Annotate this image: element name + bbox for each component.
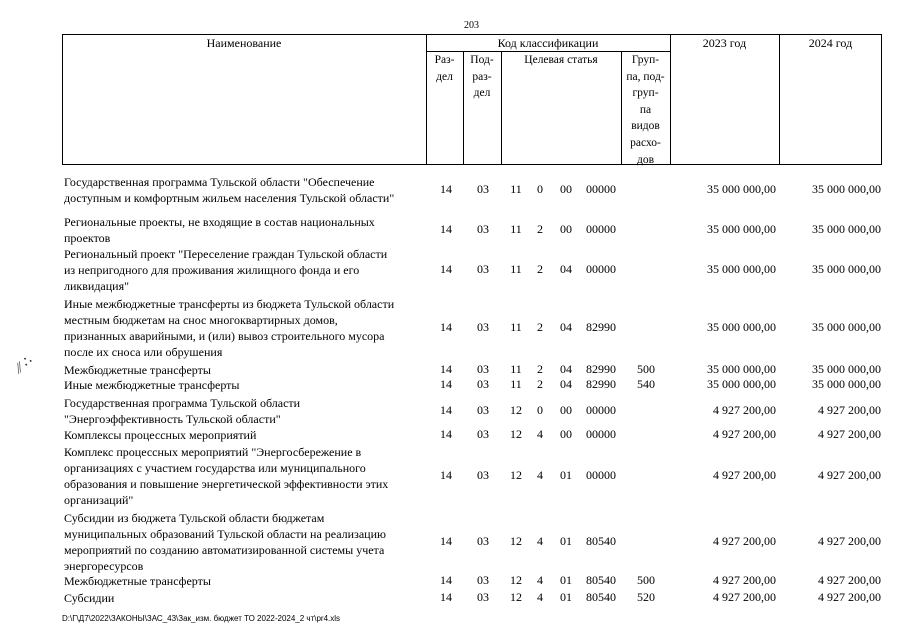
cell-target-subprogram: 4 bbox=[537, 468, 543, 482]
cell-amount-2023: 35 000 000,00 bbox=[707, 182, 776, 196]
row-name bbox=[64, 214, 424, 246]
row-name bbox=[64, 395, 424, 427]
row-name-line: организаций" bbox=[64, 493, 134, 507]
row-name-line: признанных аварийными, и (или) вывоз строительного мусора bbox=[64, 329, 385, 343]
row-name-line: Межбюджетные трансферты bbox=[64, 363, 211, 377]
row-name bbox=[64, 296, 424, 360]
cell-target-event: 00 bbox=[560, 427, 572, 441]
cell-amount-2024: 4 927 200,00 bbox=[818, 403, 881, 417]
cell-podrazdel: 03 bbox=[477, 182, 489, 196]
cell-target-program: 12 bbox=[510, 573, 522, 587]
margin-scribble-mark: ∕∕ ∴ bbox=[13, 353, 36, 376]
cell-target-event: 04 bbox=[560, 262, 572, 276]
cell-razdel: 14 bbox=[440, 468, 452, 482]
cell-amount-2023: 4 927 200,00 bbox=[713, 468, 776, 482]
footer-file-path: D:\Г\Д7\2022\ЗАКОНЫ\ЗАС_43\Зак_изм. бюджет ТО 2022-2024_2 чт\pr4.xls bbox=[62, 614, 341, 623]
cell-target-event: 00 bbox=[560, 182, 572, 196]
cell-expense-group: 500 bbox=[637, 573, 655, 587]
cell-target-event: 04 bbox=[560, 377, 572, 391]
cell-target-program: 11 bbox=[510, 362, 522, 376]
cell-amount-2023: 35 000 000,00 bbox=[707, 362, 776, 376]
cell-target-program: 12 bbox=[510, 534, 522, 548]
row-name bbox=[64, 174, 424, 206]
cell-target-program: 12 bbox=[510, 590, 522, 604]
cell-amount-2023: 35 000 000,00 bbox=[707, 377, 776, 391]
page-number: 203 bbox=[464, 20, 479, 31]
cell-target-subprogram: 2 bbox=[537, 362, 543, 376]
cell-target-direction: 00000 bbox=[586, 182, 616, 196]
cell-target-subprogram: 4 bbox=[537, 534, 543, 548]
cell-amount-2024: 4 927 200,00 bbox=[818, 534, 881, 548]
row-name-line: Региональный проект "Переселение граждан Тульской области bbox=[64, 247, 388, 261]
cell-amount-2024: 35 000 000,00 bbox=[812, 222, 881, 236]
cell-target-subprogram: 4 bbox=[537, 573, 543, 587]
cell-amount-2023: 4 927 200,00 bbox=[713, 590, 776, 604]
header-target-item: Целевая статья bbox=[524, 54, 598, 66]
cell-target-direction: 80540 bbox=[586, 573, 616, 587]
row-name-line: "Энергоэффективность Тульской области" bbox=[64, 412, 281, 426]
cell-amount-2023: 35 000 000,00 bbox=[707, 262, 776, 276]
cell-amount-2024: 35 000 000,00 bbox=[812, 320, 881, 334]
cell-target-subprogram: 4 bbox=[537, 427, 543, 441]
cell-target-direction: 80540 bbox=[586, 590, 616, 604]
cell-target-direction: 82990 bbox=[586, 320, 616, 334]
row-name-line: доступным и комфортным жильем населения Тульской области" bbox=[64, 191, 395, 205]
cell-target-program: 12 bbox=[510, 403, 522, 417]
cell-target-program: 11 bbox=[510, 320, 522, 334]
cell-amount-2023: 4 927 200,00 bbox=[713, 573, 776, 587]
row-name-line: Комплексы процессных мероприятий bbox=[64, 428, 257, 442]
cell-amount-2023: 4 927 200,00 bbox=[713, 403, 776, 417]
row-name-line: муниципальных образований Тульской области на реализацию bbox=[64, 527, 386, 541]
cell-target-subprogram: 2 bbox=[537, 320, 543, 334]
cell-target-direction: 82990 bbox=[586, 362, 616, 376]
row-name-line: энергоресурсов bbox=[64, 559, 144, 573]
cell-target-subprogram: 0 bbox=[537, 182, 543, 196]
row-name-line: ликвидация" bbox=[64, 279, 130, 293]
row-name bbox=[64, 590, 424, 606]
cell-podrazdel: 03 bbox=[477, 362, 489, 376]
cell-podrazdel: 03 bbox=[477, 320, 489, 334]
cell-razdel: 14 bbox=[440, 320, 452, 334]
header-year-2023: 2023 год bbox=[702, 36, 747, 50]
row-name-line: мероприятий по созданию автоматизированной системы учета bbox=[64, 543, 385, 557]
cell-amount-2023: 4 927 200,00 bbox=[713, 427, 776, 441]
cell-amount-2024: 35 000 000,00 bbox=[812, 182, 881, 196]
cell-razdel: 14 bbox=[440, 590, 452, 604]
cell-amount-2023: 35 000 000,00 bbox=[707, 222, 776, 236]
cell-target-program: 11 bbox=[510, 182, 522, 196]
row-name bbox=[64, 246, 424, 294]
cell-target-subprogram: 2 bbox=[537, 222, 543, 236]
row-name bbox=[64, 362, 424, 378]
header-year-2024: 2024 год bbox=[808, 36, 853, 50]
cell-target-program: 12 bbox=[510, 468, 522, 482]
cell-target-event: 00 bbox=[560, 222, 572, 236]
cell-amount-2024: 4 927 200,00 bbox=[818, 427, 881, 441]
cell-expense-group: 500 bbox=[637, 362, 655, 376]
cell-razdel: 14 bbox=[440, 573, 452, 587]
cell-podrazdel: 03 bbox=[477, 377, 489, 391]
cell-razdel: 14 bbox=[440, 377, 452, 391]
cell-razdel: 14 bbox=[440, 262, 452, 276]
row-name-line: Иные межбюджетные трансферты из бюджета Тульской области bbox=[64, 297, 395, 311]
row-name bbox=[64, 573, 424, 589]
row-name-line: Межбюджетные трансферты bbox=[64, 574, 211, 588]
cell-amount-2024: 35 000 000,00 bbox=[812, 362, 881, 376]
cell-target-event: 00 bbox=[560, 403, 572, 417]
row-name-line: после их сноса или обрушения bbox=[64, 345, 223, 359]
header-divider bbox=[670, 34, 671, 165]
row-name-line: Государственная программа Тульской области "Обеспечение bbox=[64, 175, 375, 189]
cell-target-event: 04 bbox=[560, 320, 572, 334]
cell-podrazdel: 03 bbox=[477, 573, 489, 587]
cell-expense-group: 520 bbox=[637, 590, 655, 604]
row-name-line: из непригодного для проживания жилищного фонда и его bbox=[64, 263, 360, 277]
cell-target-direction: 82990 bbox=[586, 377, 616, 391]
header-name: Наименование bbox=[206, 36, 282, 50]
cell-razdel: 14 bbox=[440, 403, 452, 417]
header-divider bbox=[779, 34, 780, 165]
row-name-line: организациях с участием государства или муниципального bbox=[64, 461, 366, 475]
row-name-line: Региональные проекты, не входящие в состав национальных bbox=[64, 215, 375, 229]
row-name-line: Субсидии из бюджета Тульской области бюджетам bbox=[64, 511, 325, 525]
cell-podrazdel: 03 bbox=[477, 534, 489, 548]
cell-target-event: 04 bbox=[560, 362, 572, 376]
row-name-line: проектов bbox=[64, 231, 111, 245]
row-name-line: местным бюджетам на снос многоквартирных домов, bbox=[64, 313, 338, 327]
cell-target-subprogram: 0 bbox=[537, 403, 543, 417]
cell-target-event: 01 bbox=[560, 590, 572, 604]
cell-target-program: 11 bbox=[510, 377, 522, 391]
cell-target-program: 11 bbox=[510, 222, 522, 236]
cell-podrazdel: 03 bbox=[477, 262, 489, 276]
cell-target-event: 01 bbox=[560, 573, 572, 587]
cell-podrazdel: 03 bbox=[477, 590, 489, 604]
cell-amount-2024: 4 927 200,00 bbox=[818, 590, 881, 604]
cell-target-direction: 00000 bbox=[586, 403, 616, 417]
cell-target-subprogram: 2 bbox=[537, 262, 543, 276]
cell-target-direction: 00000 bbox=[586, 222, 616, 236]
row-name-line: Государственная программа Тульской области bbox=[64, 396, 301, 410]
cell-razdel: 14 bbox=[440, 222, 452, 236]
row-name-line: Субсидии bbox=[64, 591, 115, 605]
cell-target-direction: 00000 bbox=[586, 427, 616, 441]
row-name-line: Иные межбюджетные трансферты bbox=[64, 378, 240, 392]
row-name bbox=[64, 427, 424, 443]
cell-expense-group: 540 bbox=[637, 377, 655, 391]
cell-target-direction: 00000 bbox=[586, 262, 616, 276]
header-code-group: Код классификации bbox=[497, 36, 599, 50]
cell-amount-2024: 35 000 000,00 bbox=[812, 377, 881, 391]
cell-target-direction: 80540 bbox=[586, 534, 616, 548]
header-section: Раз- дел bbox=[434, 54, 455, 83]
row-name bbox=[64, 377, 424, 393]
row-name bbox=[64, 444, 424, 508]
cell-podrazdel: 03 bbox=[477, 427, 489, 441]
cell-target-event: 01 bbox=[560, 468, 572, 482]
cell-podrazdel: 03 bbox=[477, 403, 489, 417]
cell-amount-2023: 35 000 000,00 bbox=[707, 320, 776, 334]
cell-podrazdel: 03 bbox=[477, 222, 489, 236]
header-expense-group: Груп- па, под- груп- па видов расхо- дов bbox=[626, 54, 665, 166]
cell-target-program: 11 bbox=[510, 262, 522, 276]
row-name bbox=[64, 510, 424, 574]
cell-amount-2024: 4 927 200,00 bbox=[818, 573, 881, 587]
cell-razdel: 14 bbox=[440, 534, 452, 548]
cell-amount-2024: 4 927 200,00 bbox=[818, 468, 881, 482]
cell-razdel: 14 bbox=[440, 362, 452, 376]
cell-target-subprogram: 2 bbox=[537, 377, 543, 391]
header-subsection: Под- раз- дел bbox=[470, 54, 494, 100]
row-name-line: Комплекс процессных мероприятий "Энергосбережение в bbox=[64, 445, 362, 459]
cell-razdel: 14 bbox=[440, 427, 452, 441]
row-name-line: образования и повышение энергетической эффективности этих bbox=[64, 477, 389, 491]
cell-target-direction: 00000 bbox=[586, 468, 616, 482]
cell-target-subprogram: 4 bbox=[537, 590, 543, 604]
cell-target-event: 01 bbox=[560, 534, 572, 548]
cell-amount-2023: 4 927 200,00 bbox=[713, 534, 776, 548]
cell-target-program: 12 bbox=[510, 427, 522, 441]
cell-razdel: 14 bbox=[440, 182, 452, 196]
cell-amount-2024: 35 000 000,00 bbox=[812, 262, 881, 276]
cell-podrazdel: 03 bbox=[477, 468, 489, 482]
